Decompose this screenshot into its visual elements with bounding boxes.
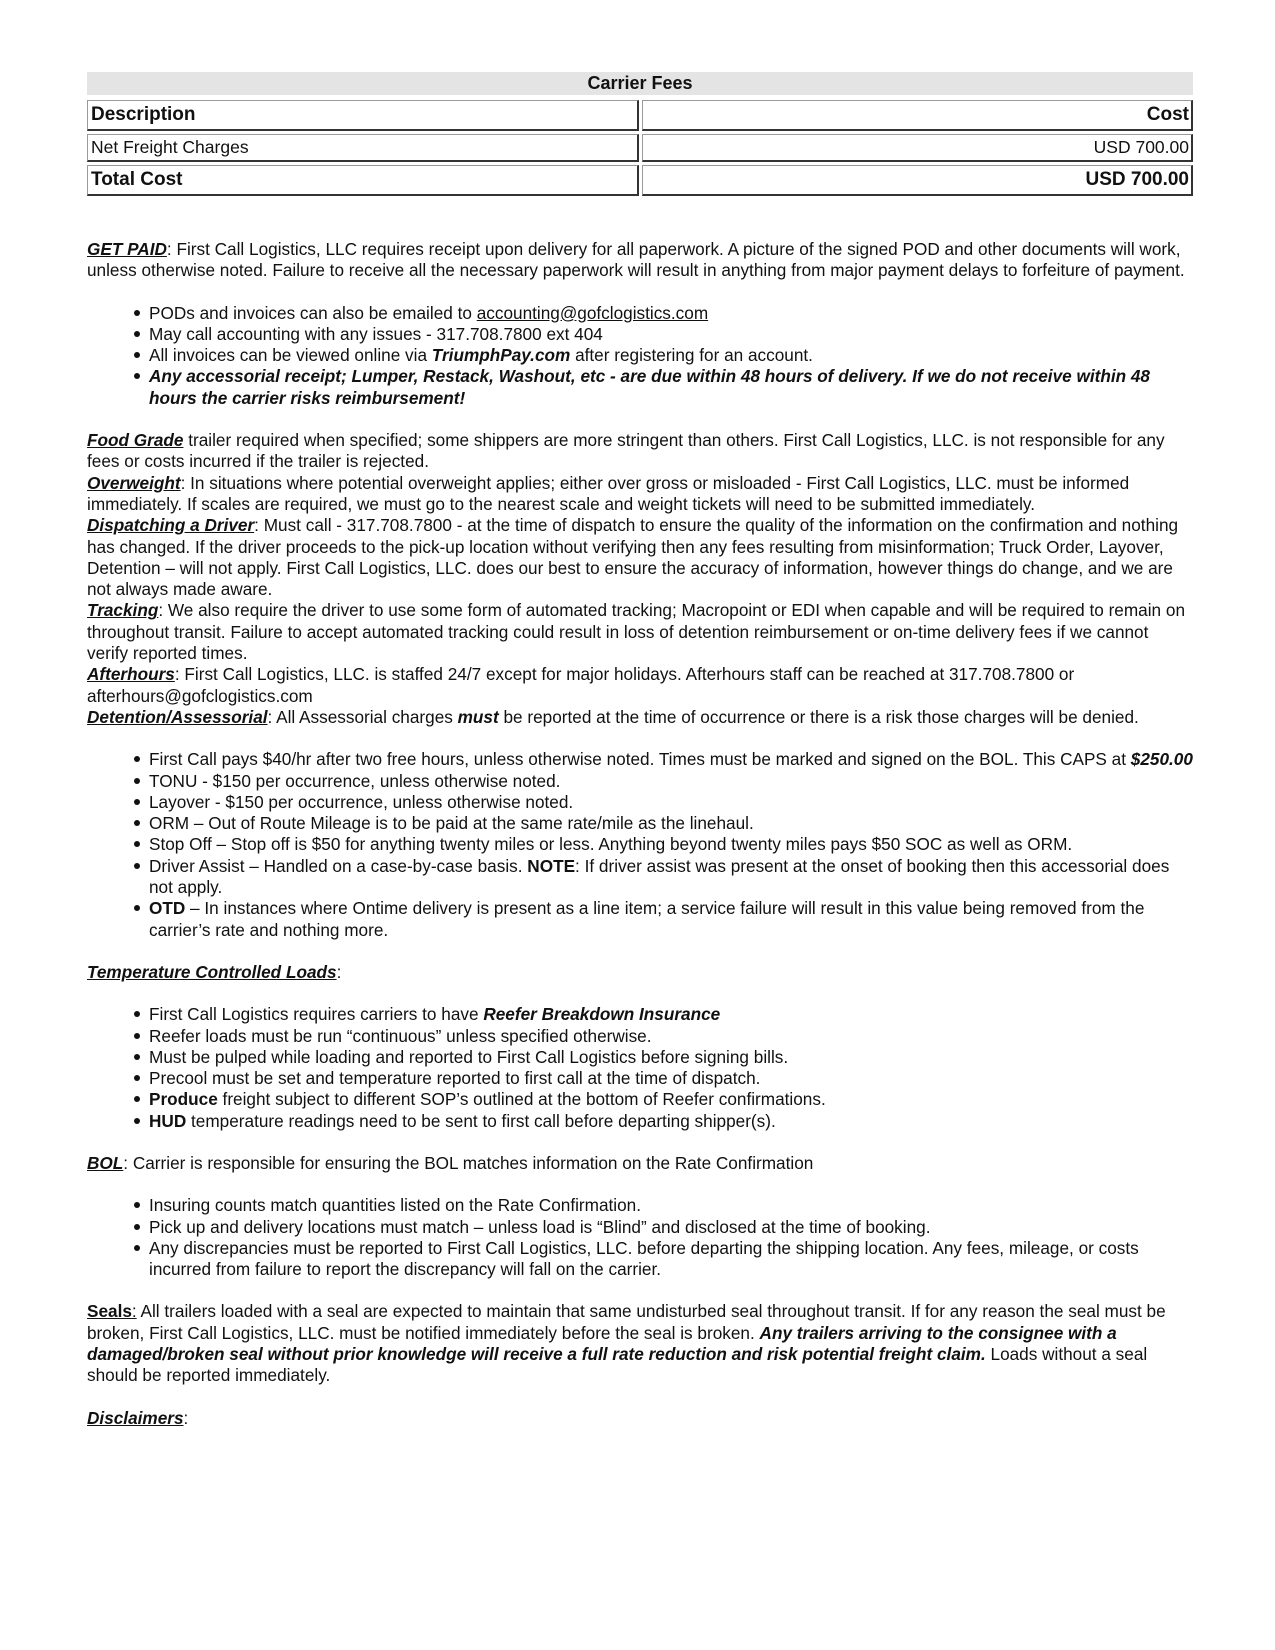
tracking-heading: Tracking xyxy=(87,600,159,621)
disclaimers-colon: : xyxy=(183,1407,189,1428)
overweight-text: : In situations where potential overweight applies; either over gross or misloaded - First Call Logistics, LLC. must be informed immediately. If scales are required, we must go to the nearest scale and weight tickets will need to be submitted immediately. xyxy=(87,472,1130,514)
list-item-text: May call accounting with any issues - 317.708.7800 ext 404 xyxy=(149,323,603,344)
disclaimers-heading: Disclaimers xyxy=(87,1407,184,1428)
list-item xyxy=(149,792,1193,813)
list-item-text: freight subject to different SOP’s outlined at the bottom of Reefer confirmations. xyxy=(217,1089,826,1110)
list-item xyxy=(149,749,1193,770)
list-item-text: First Call pays $40/hr after two free hours, unless otherwise noted. Times must be marked and signed on the BOL. This CAPS at xyxy=(149,749,1131,770)
list-item xyxy=(149,303,1193,324)
list-item xyxy=(149,1195,1193,1216)
seals-heading: Seals xyxy=(87,1301,132,1322)
total-label: Total Cost xyxy=(87,165,639,196)
get-paid-heading: GET PAID xyxy=(87,239,167,259)
list-item-text: Reefer loads must be run “continuous” unless specified otherwise. xyxy=(149,1025,652,1046)
get-paid-paragraph xyxy=(87,239,1193,282)
list-item-text: Must be pulped while loading and reported to First Call Logistics before signing bills. xyxy=(149,1046,789,1067)
disclaimers-paragraph xyxy=(87,1408,1193,1429)
list-item xyxy=(149,1026,1193,1047)
dispatching-paragraph xyxy=(87,515,1193,600)
tracking-text: : We also require the driver to use some form of automated tracking; Macropoint or EDI when capable and will be required to remain on throughout transit. Failure to accept automated tracking could result in loss of detention reimbursement or on-time delivery fees if we cannot verify reported times. xyxy=(87,600,1186,664)
list-item-text: Insuring counts match quantities listed on the Rate Confirmation. xyxy=(149,1195,642,1216)
overweight-heading: Overweight xyxy=(87,472,181,493)
list-item-text: Pick up and delivery locations must match – unless load is “Blind” and disclosed at the time of booking. xyxy=(149,1216,931,1237)
bol-list xyxy=(87,1195,1193,1280)
temperature-paragraph xyxy=(87,962,1193,983)
fee-cost: USD 700.00 xyxy=(642,134,1194,162)
produce-label: Produce xyxy=(149,1089,218,1110)
afterhours-text: : First Call Logistics, LLC. is staffed 24/7 except for major holidays. Afterhours staff can be reached at 317.708.7800 or afterhours@gofclogistics.com xyxy=(87,664,1075,706)
fees-table xyxy=(84,97,1196,199)
reefer-insurance-text: Reefer Breakdown Insurance xyxy=(483,1004,721,1025)
seals-warning: Any trailers arriving to the consignee with a damaged/broken seal without prior knowledge will receive a full rate reduction and risk potential freight claim. xyxy=(87,1322,1117,1365)
list-item-text: Stop Off – Stop off is $50 for anything twenty miles or less. Anything beyond twenty miles pays $50 SOC as well as ORM. xyxy=(149,834,1073,855)
food-grade-paragraph xyxy=(87,430,1193,473)
afterhours-paragraph xyxy=(87,664,1193,707)
list-item xyxy=(149,366,1193,409)
get-paid-text: : First Call Logistics, LLC requires receipt upon delivery for all paperwork. A picture of the signed POD and other documents will work, unless otherwise noted. Failure to receive all the necessary paperwork will result in anything from major payment delays to forfeiture of payment. xyxy=(87,239,1185,281)
accessorial-receipt-warning: Any accessorial receipt; Lumper, Restack, Washout, etc - are due within 48 hours of delivery. If we do not receive within 48 hours the carrier risks reimbursement! xyxy=(149,366,1150,408)
temperature-list xyxy=(87,1004,1193,1132)
list-item-text: Driver Assist – Handled on a case-by-case basis. xyxy=(149,855,528,876)
detention-heading: Detention/Assessorial xyxy=(87,706,268,727)
accounting-email-link[interactable]: accounting@gofclogistics.com xyxy=(476,302,709,323)
overweight-paragraph xyxy=(87,473,1193,516)
list-item xyxy=(149,898,1193,941)
afterhours-heading: Afterhours xyxy=(87,664,175,685)
bol-heading: BOL xyxy=(87,1152,124,1173)
list-item xyxy=(149,1089,1193,1110)
list-item-text: : If driver assist was present at the onset of booking then this accessorial does not apply. xyxy=(149,855,1170,898)
list-item-text: Precool must be set and temperature reported to first call at the time of dispatch. xyxy=(149,1068,761,1089)
fees-header-row xyxy=(87,100,1193,131)
temperature-heading: Temperature Controlled Loads xyxy=(87,961,337,982)
note-label: NOTE xyxy=(527,855,576,876)
triumphpay-text: TriumphPay.com xyxy=(431,345,571,366)
list-item-text: First Call Logistics requires carriers to have xyxy=(149,1004,484,1025)
bol-text: : Carrier is responsible for ensuring the BOL matches information on the Rate Confirmation xyxy=(123,1152,814,1173)
hud-label: HUD xyxy=(149,1110,187,1131)
food-grade-heading: Food Grade xyxy=(87,430,184,451)
fees-title: Carrier Fees xyxy=(87,72,1193,95)
list-item xyxy=(149,771,1193,792)
list-item-text: ORM – Out of Route Mileage is to be paid at the same rate/mile as the linehaul. xyxy=(149,813,754,834)
list-item-text: TONU - $150 per occurrence, unless otherwise noted. xyxy=(149,770,561,791)
list-item xyxy=(149,345,1193,366)
seals-text: All trailers loaded with a seal are expected to maintain that same undisturbed seal throughout transit. If for any reason the seal must be broken, First Call Logistics, LLC. must be notified immediately before the seal is broken. xyxy=(87,1301,1166,1343)
list-item xyxy=(149,1047,1193,1068)
header-cost: Cost xyxy=(642,100,1194,131)
list-item-text: temperature readings need to be sent to first call before departing shipper(s). xyxy=(186,1110,776,1131)
list-item xyxy=(149,1238,1193,1281)
tracking-paragraph xyxy=(87,600,1193,664)
list-item xyxy=(149,1068,1193,1089)
list-item-text: All invoices can be viewed online via xyxy=(149,345,432,366)
list-item-text: PODs and invoices can also be emailed to xyxy=(149,302,477,323)
otd-label: OTD xyxy=(149,898,186,919)
fee-description: Net Freight Charges xyxy=(87,134,639,162)
list-item-text: after registering for an account. xyxy=(570,345,813,366)
seals-text: Loads without a seal should be reported immediately. xyxy=(87,1344,1148,1386)
temperature-colon: : xyxy=(336,961,342,982)
detention-must-text: must xyxy=(457,706,499,727)
seals-colon: : xyxy=(131,1301,137,1322)
list-item xyxy=(149,1111,1193,1132)
bol-paragraph xyxy=(87,1153,1193,1174)
seals-paragraph xyxy=(87,1301,1193,1386)
list-item xyxy=(149,324,1193,345)
list-item xyxy=(149,834,1193,855)
document-page xyxy=(87,72,1193,1429)
header-description: Description xyxy=(87,100,639,131)
list-item-text: Any discrepancies must be reported to First Call Logistics, LLC. before departing the shipping location. Any fees, mileage, or costs incurred from failure to report the discrepancy will fall on the carrier. xyxy=(149,1237,1139,1280)
detention-paragraph xyxy=(87,707,1193,728)
list-item xyxy=(149,1004,1193,1025)
list-item xyxy=(149,813,1193,834)
get-paid-list xyxy=(87,303,1193,409)
list-item xyxy=(149,1217,1193,1238)
detention-cap-amount: $250.00 xyxy=(1130,749,1193,770)
total-cost: USD 700.00 xyxy=(642,165,1194,196)
list-item-text: Layover - $150 per occurrence, unless otherwise noted. xyxy=(149,791,574,812)
detention-list xyxy=(87,749,1193,941)
table-row xyxy=(87,134,1193,162)
list-item-text: – In instances where Ontime delivery is present as a line item; a service failure will result in this value being removed from the carrier’s rate and nothing more. xyxy=(149,898,1145,940)
detention-text: : All Assessorial charges xyxy=(267,706,458,727)
detention-text: be reported at the time of occurrence or there is a risk those charges will be denied. xyxy=(498,706,1139,727)
dispatching-text: : Must call - 317.708.7800 - at the time of dispatch to ensure the quality of the information on the confirmation and nothing has changed. If the driver proceeds to the pick-up location without verifying then any fees resulting from misinformation; Truck Order, Layover, Detention – will not apply. First Call Logistics, LLC. does our best to ensure the accuracy of information, however things do change, and we are not always made aware. xyxy=(87,515,1179,600)
total-row xyxy=(87,165,1193,196)
list-item xyxy=(149,856,1193,899)
dispatching-heading: Dispatching a Driver xyxy=(87,515,255,536)
food-grade-text: trailer required when specified; some shippers are more stringent than others. First Call Logistics, LLC. is not responsible for any fees or costs incurred if the trailer is rejected. xyxy=(87,430,1165,472)
